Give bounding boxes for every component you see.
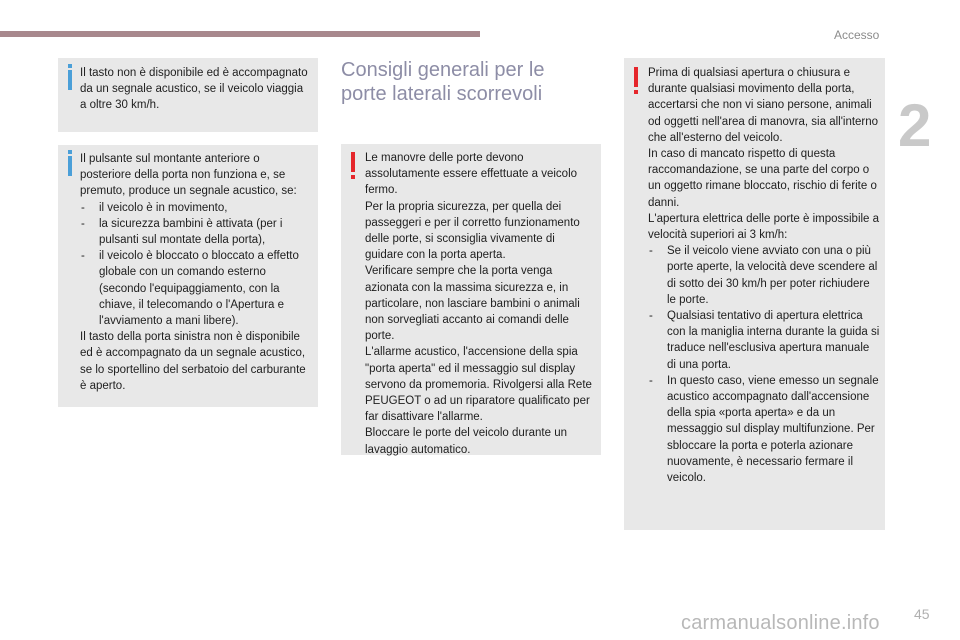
info-box-outro: Il tasto della porta sinistra non è disponibile ed è accompagnato da un segnale acustico, se lo sportellino del serbatoio del carburante è aperto.	[80, 331, 306, 392]
warning-paragraph: L'allarme acustico, l'accensione della spia "porta aperta" ed il messaggio sul display servono da promemoria. Rivolgersi alla Rete PEUGEOT o ad un riparatore qualificato per far disattivare l'allarme.	[365, 346, 592, 424]
list-item: - Se il veicolo viene avviato con una o più porte aperte, la velocità deve scendere al di sotto dei 30 km/h per poter richiudere le porte.	[648, 243, 880, 308]
info-icon	[68, 156, 72, 176]
page-title-line-1: Consigli generali per le	[341, 59, 545, 81]
section-title: Accesso	[834, 28, 880, 42]
condition-list	[80, 200, 312, 330]
warning-paragraph: Prima di qualsiasi apertura o chiusura e durante qualsiasi movimento della porta, accertarsi che non vi siano persone, animali od oggetti nell'area di manovra, sia all'interno che all'esterno del veicolo.	[648, 67, 879, 144]
list-item: - il veicolo è in movimento,	[80, 200, 312, 216]
warning-icon	[634, 67, 638, 87]
chapter-number: 2	[898, 92, 932, 159]
warning-icon	[351, 152, 355, 172]
page-title-line-2: porte laterali scorrevoli	[341, 83, 543, 105]
info-box-intro: Il pulsante sul montante anteriore o posteriore della porta non funziona e, se premuto, produce un segnale acustico, se:	[80, 153, 297, 198]
speed-condition-list	[648, 243, 880, 486]
list-item: - In questo caso, viene emesso un segnale acustico accompagnato dall'accensione della spia «porta aperta» e da un messaggio sul display multifunzione. Per sbloccare la porta e poterla azionare nuovamente, è necessario fermare il veicolo.	[648, 373, 880, 486]
warning-paragraph: In caso di mancato rispetto di questa raccomandazione, se una parte del corpo o un oggetto rimane bloccato, rischio di ferite o danni.	[648, 148, 877, 209]
info-box-speed	[58, 58, 318, 132]
warning-paragraph: Le manovre delle porte devono assolutamente essere effettuate a veicolo fermo.	[365, 152, 578, 197]
page-number: 45	[914, 606, 930, 622]
list-item: - il veicolo è bloccato o bloccato a effetto globale con un comando esterno (secondo l'equipaggiamento, con la chiave, il telecomando o l'Apertura e l'avviamento a mani libere).	[80, 248, 312, 329]
warning-paragraph: L'apertura elettrica delle porte è impossibile a velocità superiori ai 3 km/h:	[648, 212, 880, 242]
warning-paragraph: Verificare sempre che la porta venga azionata con la massima sicurezza e, in particolare, non lasciare bambini o animali non sorvegliati accanto ai comandi delle porte.	[365, 265, 580, 343]
warning-box-door-operation	[341, 144, 601, 455]
watermark: carmanualsonline.info	[681, 612, 880, 634]
info-box-text: Il tasto non è disponibile ed è accompagnato da un segnale acustico, se il veicolo viaggia a oltre 30 km/h.	[80, 67, 308, 112]
warning-box-electric-doors	[624, 58, 885, 530]
page-title	[341, 58, 601, 106]
warning-paragraph: Bloccare le porte del veicolo durante un lavaggio automatico.	[365, 427, 568, 456]
list-item: - Qualsiasi tentativo di apertura elettrica con la maniglia interna durante la guida si traduce nell'esclusiva apertura manuale di una porta.	[648, 308, 880, 373]
header-accent-bar	[0, 31, 480, 37]
warning-paragraph: Per la propria sicurezza, per quella dei passeggeri e per il corretto funzionamento delle porte, si sconsiglia vivamente di guidare con la porta aperta.	[365, 200, 580, 262]
info-box-pillar-button	[58, 145, 318, 407]
list-item: - la sicurezza bambini è attivata (per i pulsanti sul montate della porta),	[80, 216, 312, 248]
info-icon	[68, 70, 72, 90]
